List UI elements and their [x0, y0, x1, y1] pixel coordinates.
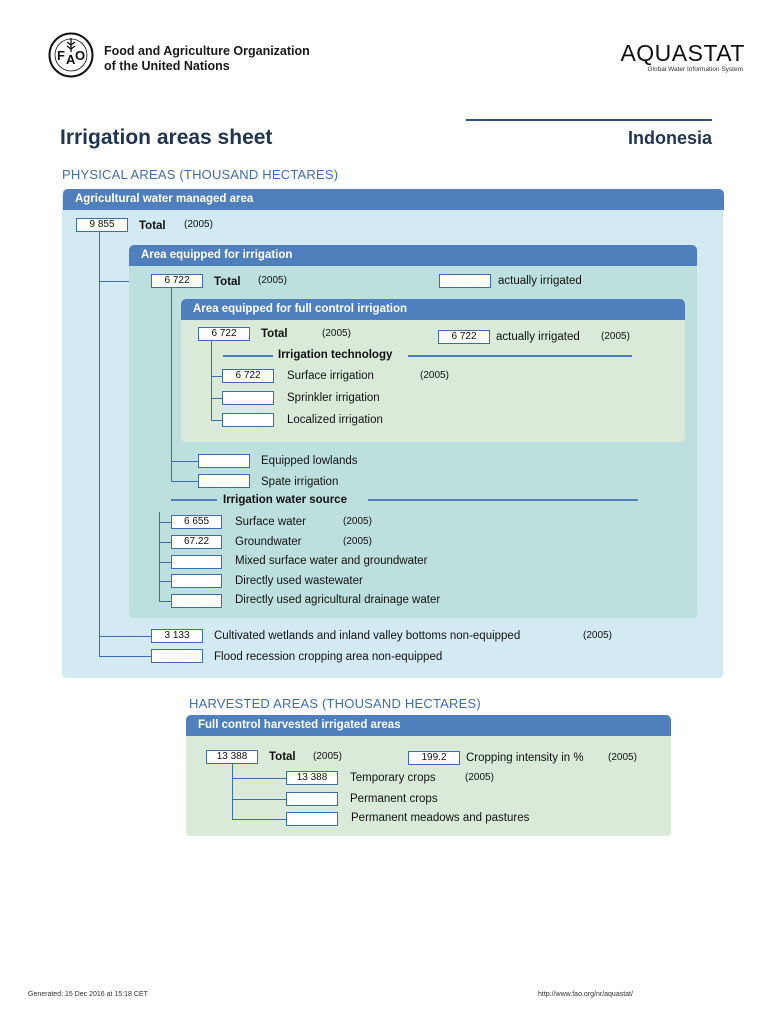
lowlands-value: [198, 454, 250, 468]
source-ground-label: Groundwater: [235, 536, 302, 548]
wetlands-label: Cultivated wetlands and inland valley bottoms non-equipped: [214, 630, 521, 642]
page-title: Irrigation areas sheet: [60, 126, 273, 149]
aei-branch-lowlands: [171, 461, 198, 462]
tech-separator-right: [408, 355, 632, 357]
svg-text:F: F: [57, 48, 65, 63]
svg-text:A: A: [66, 52, 76, 67]
aei-branch-spate: [171, 481, 198, 482]
cropping-intensity-label: Cropping intensity in %: [466, 752, 584, 764]
tech-surface-label: Surface irrigation: [287, 370, 374, 382]
tech-sprinkler-value: [222, 391, 274, 405]
source-branch-2: [159, 542, 171, 543]
source-surface-value: 6 655: [171, 515, 222, 529]
harvested-total-value: 13 388: [206, 750, 258, 764]
flood-recession-label: Flood recession cropping area non-equipped: [214, 651, 443, 663]
source-surface-label: Surface water: [235, 516, 306, 528]
crops-connector: [232, 764, 233, 820]
awm-branch-flood: [99, 656, 151, 657]
tech-sprinkler-label: Sprinkler irrigation: [287, 392, 380, 404]
source-ground-year: (2005): [343, 536, 372, 547]
awm-branch-wetlands: [99, 636, 151, 637]
tech-localized-label: Localized irrigation: [287, 414, 383, 426]
source-drainage-value: [171, 594, 222, 608]
awm-total-value: 9 855: [76, 218, 128, 232]
awm-total-year: (2005): [184, 219, 213, 230]
cropping-intensity-year: (2005): [608, 752, 637, 763]
tech-branch-1: [211, 376, 222, 377]
cropping-intensity-value: 199.2: [408, 751, 460, 765]
awm-connector: [99, 232, 100, 656]
harvested-bar: Full control harvested irrigated areas: [186, 715, 671, 736]
tech-branch-3: [211, 420, 222, 421]
full-control-actually-year: (2005): [601, 331, 630, 342]
org-name-line-2: of the United Nations: [104, 59, 230, 73]
spate-label: Spate irrigation: [261, 476, 339, 488]
source-branch-5: [159, 601, 171, 602]
full-control-actually-value: 6 722: [438, 330, 490, 344]
aquastat-subtitle: Global Water Information System: [647, 66, 743, 73]
harvested-total-year: (2005): [313, 751, 342, 762]
fao-logo: [48, 32, 94, 78]
tech-heading: Irrigation technology: [278, 349, 393, 361]
wetlands-value: 3 133: [151, 629, 203, 643]
tech-separator-left: [223, 355, 273, 357]
source-mixed-value: [171, 555, 222, 569]
crops-branch-2: [232, 799, 286, 800]
harvested-areas-heading: HARVESTED AREAS (THOUSAND HECTARES): [189, 696, 481, 711]
aei-bar: Area equipped for irrigation: [129, 245, 697, 266]
aei-connector: [171, 288, 172, 461]
generated-timestamp: Generated: 15 Dec 2016 at 15:18 CET: [28, 991, 148, 998]
aei-total-value: 6 722: [151, 274, 203, 288]
org-name-line-1: Food and Agriculture Organization: [104, 44, 310, 58]
source-branch-3: [159, 562, 171, 563]
source-heading: Irrigation water source: [223, 494, 347, 506]
source-connector: [159, 512, 160, 601]
source-branch-1: [159, 522, 171, 523]
tech-surface-year: (2005): [420, 370, 449, 381]
permanent-crops-value: [286, 792, 338, 806]
physical-areas-heading: PHYSICAL AREAS (THOUSAND HECTARES): [62, 167, 339, 182]
full-control-bar: Area equipped for full control irrigation: [181, 299, 685, 320]
source-wastewater-value: [171, 574, 222, 588]
awm-total-label: Total: [139, 220, 166, 232]
lowlands-label: Equipped lowlands: [261, 455, 358, 467]
source-separator-left: [171, 499, 217, 501]
permanent-meadows-value: [286, 812, 338, 826]
aei-connector-spate: [171, 461, 172, 482]
full-control-total-year: (2005): [322, 328, 351, 339]
full-control-total-value: 6 722: [198, 327, 250, 341]
aei-actually-label: actually irrigated: [498, 275, 582, 287]
source-url[interactable]: http://www.fao.org/nr/aquastat/: [538, 991, 633, 998]
wetlands-year: (2005): [583, 630, 612, 641]
source-wastewater-label: Directly used wastewater: [235, 575, 363, 587]
awm-bar: Agricultural water managed area: [63, 189, 724, 210]
country-divider: [466, 119, 712, 121]
tech-connector: [211, 341, 212, 420]
source-ground-value: 67.22: [171, 535, 222, 549]
crops-branch-1: [232, 778, 286, 779]
temporary-crops-year: (2005): [465, 772, 494, 783]
temporary-crops-label: Temporary crops: [350, 772, 436, 784]
tech-branch-2: [211, 398, 222, 399]
country-name: Indonesia: [627, 128, 712, 148]
full-control-total-label: Total: [261, 328, 288, 340]
temporary-crops-value: 13 388: [286, 771, 338, 785]
source-surface-year: (2005): [343, 516, 372, 527]
source-mixed-label: Mixed surface water and groundwater: [235, 555, 428, 567]
full-control-actually-label: actually irrigated: [496, 331, 580, 343]
permanent-meadows-label: Permanent meadows and pastures: [351, 812, 530, 824]
source-branch-4: [159, 581, 171, 582]
tech-localized-value: [222, 413, 274, 427]
permanent-crops-label: Permanent crops: [350, 793, 438, 805]
source-drainage-label: Directly used agricultural drainage water: [235, 594, 441, 606]
aei-actually-value: [439, 274, 491, 288]
source-separator-right: [368, 499, 638, 501]
spate-value: [198, 474, 250, 488]
aquastat-brand: AQUASTAT: [620, 40, 745, 66]
aei-total-label: Total: [214, 276, 241, 288]
tech-surface-value: 6 722: [222, 369, 274, 383]
crops-branch-3: [232, 819, 286, 820]
svg-text:O: O: [75, 48, 86, 63]
aei-total-year: (2005): [258, 275, 287, 286]
flood-recession-value: [151, 649, 203, 663]
harvested-total-label: Total: [269, 751, 296, 763]
